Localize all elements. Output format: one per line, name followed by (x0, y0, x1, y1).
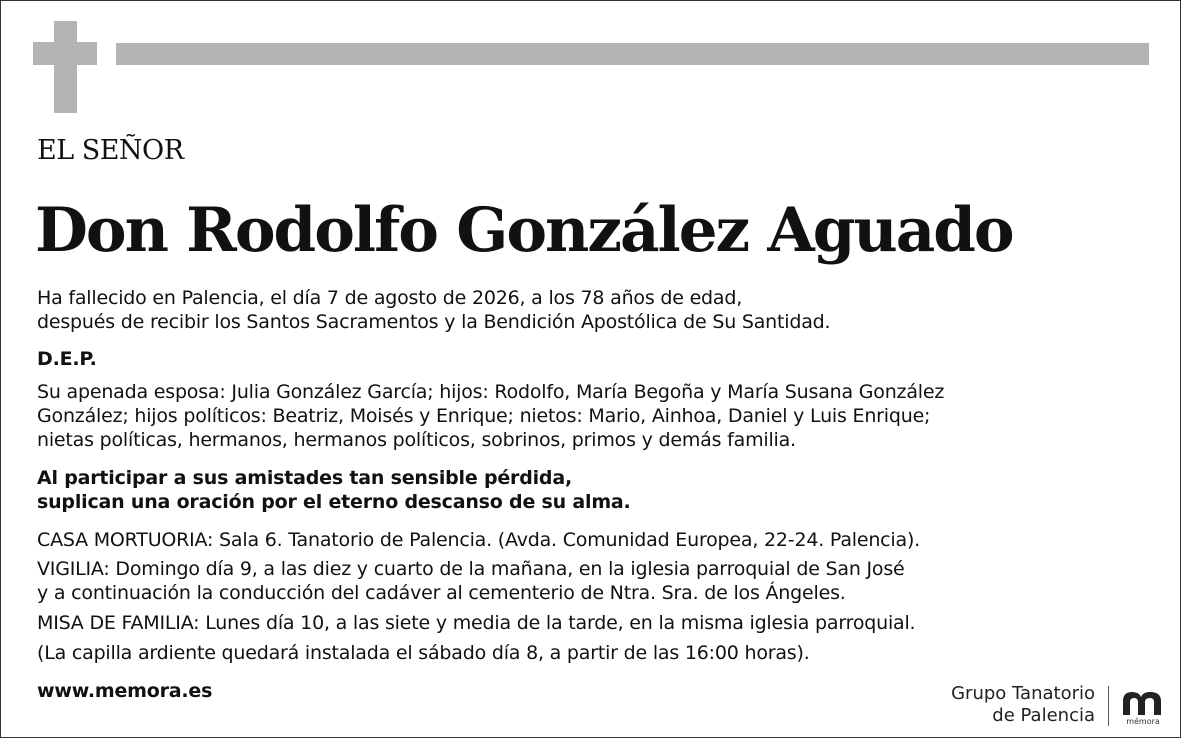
vigilia-line-2: y a continuación la conducción del cadáver al cementerio de Ntra. Sra. de los Ángeles. (37, 582, 846, 604)
family-line-2: González; hijos políticos: Beatriz, Moisés y Enrique; nietos: Mario, Ainhoa, Daniel y Luis Enrique; (37, 405, 931, 427)
honorific: EL SEÑOR (37, 135, 184, 166)
misa-de-familia: MISA DE FAMILIA: Lunes día 10, a las siete y media de la tarde, en la misma iglesia parroquial. (37, 612, 916, 634)
deceased-name: Don Rodolfo González Aguado (35, 195, 1013, 266)
logo-wordmark: mémora (1126, 717, 1160, 726)
funeral-home-line-2: de Palencia (992, 705, 1095, 726)
funeral-home-line-1: Grupo Tanatorio (951, 683, 1095, 704)
website-link[interactable]: www.memora.es (37, 680, 213, 702)
request-line-2: suplican una oración por el eterno descanso de su alma. (37, 491, 631, 513)
announcement-line-2: después de recibir los Santos Sacramentos y la Bendición Apostólica de Su Santidad. (37, 311, 831, 333)
cross-icon-arm (33, 42, 97, 65)
footer-separator (1108, 686, 1109, 726)
family-line-1: Su apenada esposa: Julia González García; hijos: Rodolfo, María Begoña y María Susana González (37, 381, 945, 403)
dep-label: D.E.P. (37, 348, 97, 370)
casa-mortuoria: CASA MORTUORIA: Sala 6. Tanatorio de Palencia. (Avda. Comunidad Europea, 22-24. Palencia). (37, 529, 920, 551)
announcement-line-1: Ha fallecido en Palencia, el día 7 de agosto de 2026, a los 78 años de edad, (37, 287, 743, 309)
capilla-ardiente: (La capilla ardiente quedará instalada el sábado día 8, a partir de las 16:00 horas). (37, 642, 810, 664)
request-line-1: Al participar a sus amistades tan sensible pérdida, (37, 467, 572, 489)
cross-icon (54, 21, 77, 113)
family-line-3: nietas políticas, hermanos, hermanos políticos, sobrinos, primos y demás familia. (37, 429, 796, 451)
header-divider-bar (116, 43, 1149, 65)
memora-logo-icon (1118, 689, 1168, 729)
vigilia-line-1: VIGILIA: Domingo día 9, a las diez y cuarto de la mañana, en la iglesia parroquial de San José (37, 558, 905, 580)
